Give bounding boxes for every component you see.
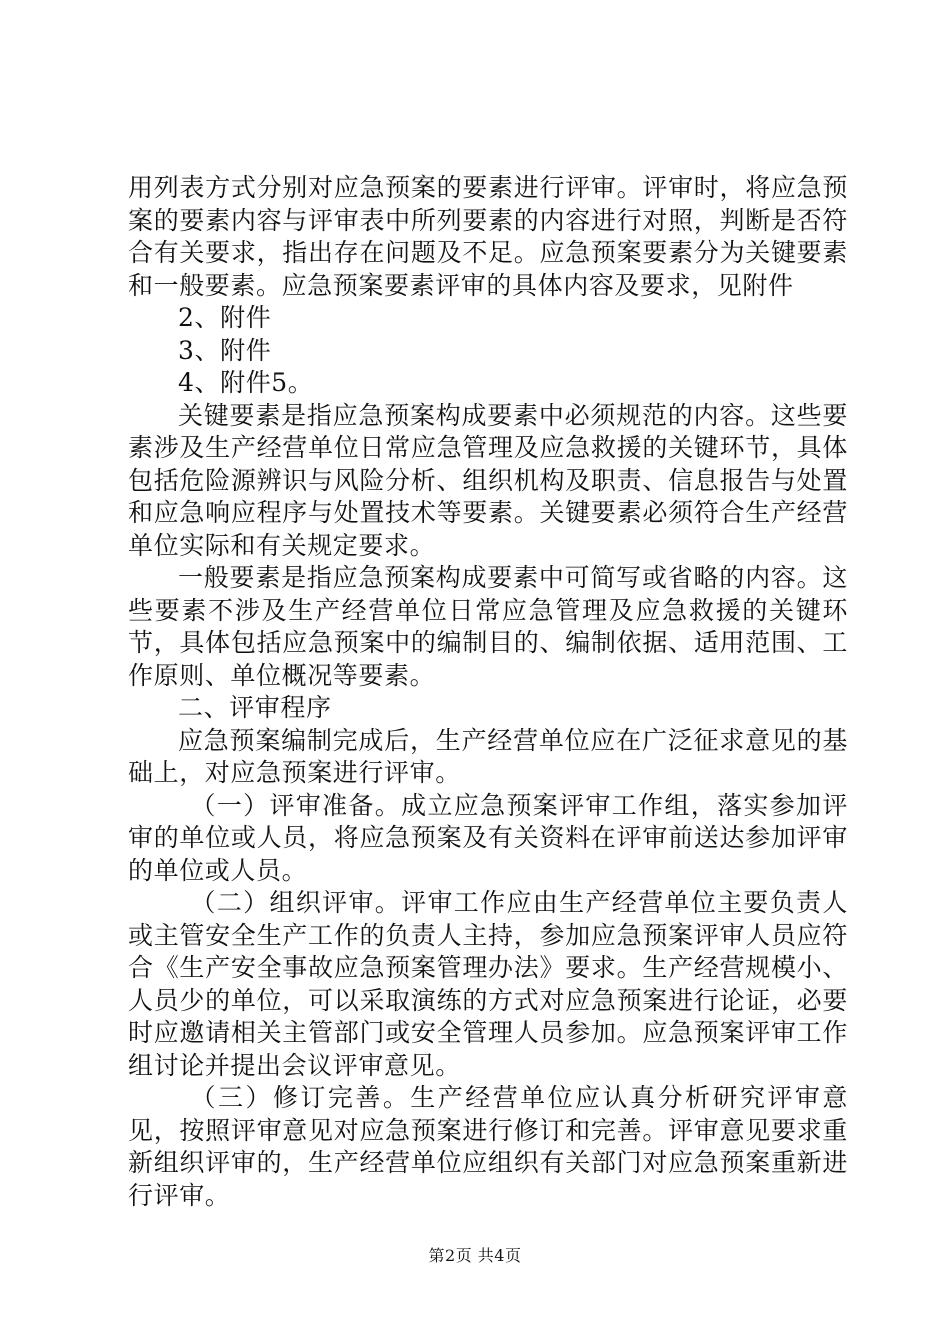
paragraph-organize-review: （二）组织评审。评审工作应由生产经营单位主要负责人或主管安全生产工作的负责人主持，参加应急预案评审人员应符合《生产安全事故应急预案管理办法》要求。生产经营规模小、人员少的单位，可以采取演练的方式对应急预案进行论证，必要时应邀请相关主管部门或安全管理人员参加。应急预案评审工作组讨论并提出会议评审意见。 <box>128 888 848 1080</box>
paragraph-after-drafting: 应急预案编制完成后，生产经营单位应在广泛征求意见的基础上，对应急预案进行评审。 <box>128 725 848 787</box>
paragraph-attachment-3: 3、附件 <box>178 335 272 365</box>
paragraph-review-preparation: （一）评审准备。成立应急预案评审工作组，落实参加评审的单位或人员，将应急预案及有关资料在评审前送达参加评审的单位或人员。 <box>128 790 848 885</box>
paragraph-key-elements: 关键要素是指应急预案构成要素中必须规范的内容。这些要素涉及生产经营单位日常应急管理及应急救援的关键环节，具体包括危险源辨识与风险分析、组织机构及职责、信息报告与处置和应急响应程序与处置技术等要素。关键要素必须符合生产经营单位实际和有关规定要求。 <box>128 400 848 560</box>
document-body <box>128 172 848 1212</box>
section-heading-review-procedure: 二、评审程序 <box>178 693 332 722</box>
paragraph-element-review-method: 用列表方式分别对应急预案的要素进行评审。评审时，将应急预案的要素内容与评审表中所列要素的内容进行对照，判断是否符合有关要求，指出存在问题及不足。应急预案要素分为关键要素和一般要素。应急预案要素评审的具体内容及要求，见附件 <box>128 173 848 300</box>
page-number-footer: 第2页 共4页 <box>428 1246 522 1265</box>
paragraph-attachment-4-5: 4、附件5。 <box>178 368 314 397</box>
paragraph-attachment-2: 2、附件 <box>178 303 272 332</box>
paragraph-general-elements: 一般要素是指应急预案构成要素中可简写或省略的内容。这些要素不涉及生产经营单位日常应急管理及应急救援的关键环节，具体包括应急预案中的编制目的、编制依据、适用范围、工作原则、单位概况等要素。 <box>128 563 848 690</box>
paragraph-revise-improve: （三）修订完善。生产经营单位应认真分析研究评审意见，按照评审意见对应急预案进行修订和完善。评审意见要求重新组织评审的，生产经营单位应组织有关部门对应急预案重新进行评审。 <box>128 1083 848 1210</box>
